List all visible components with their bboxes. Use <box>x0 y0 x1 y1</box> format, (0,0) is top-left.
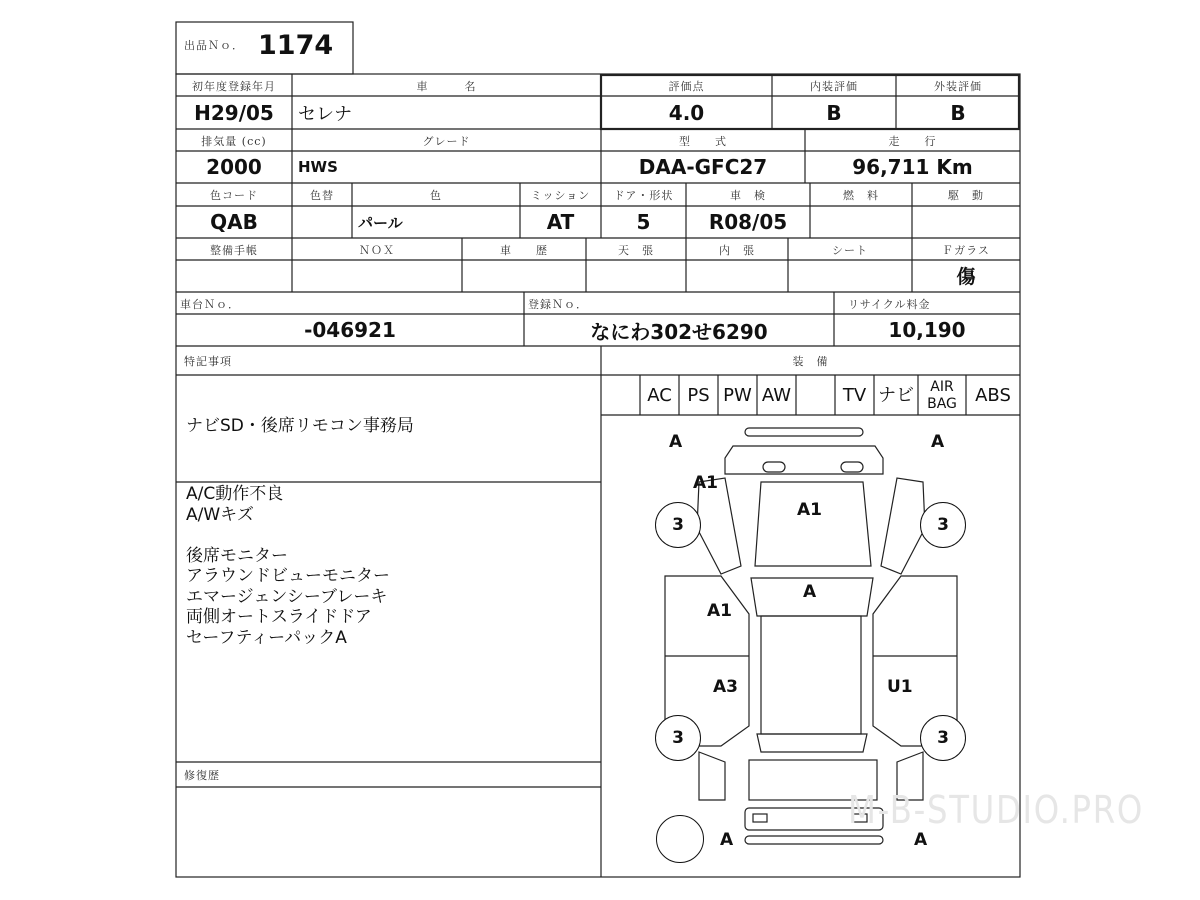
value-transmission: AT <box>546 210 575 234</box>
hood <box>755 482 871 566</box>
label-windshield: Ｆガラス <box>942 243 990 257</box>
spare-tire <box>656 815 704 863</box>
label-model: 型 式 <box>679 134 727 148</box>
label-equipment: 装 備 <box>792 355 829 368</box>
equip-ps: PS <box>687 385 710 406</box>
fog-light-left <box>763 462 785 472</box>
value-exterior: B <box>950 101 966 125</box>
label-remarks: 特記事項 <box>184 355 232 368</box>
watermark: M-B-STUDIO.PRO <box>848 788 1144 832</box>
remarks-notes: A/C動作不良 A/Wキズ 後席モニター アラウンドビューモニター エマージェンシーブレーキ 両側オートスライドドア セーフティーパックA <box>186 484 390 648</box>
equip-ac: AC <box>647 385 672 406</box>
label-interior: 内装評価 <box>810 80 858 93</box>
label-grade: グレード <box>422 134 471 148</box>
label-chassis: 車台Ｎｏ． <box>180 297 240 311</box>
label-history: 車 歴 <box>500 243 548 257</box>
right-front-fender <box>881 478 925 574</box>
value-doors: 5 <box>636 210 651 234</box>
lot-label: 出品Ｎｏ． <box>184 39 244 52</box>
rear-bumper-lower <box>745 836 883 844</box>
remarks-line: ナビSD・後席リモコン事務局 <box>186 416 414 436</box>
rear-window <box>757 734 867 752</box>
value-windshield: 傷 <box>956 265 976 288</box>
tire-rear-left: 3 <box>655 715 701 761</box>
label-color: 色 <box>430 189 442 202</box>
mark-right-rear-door: U1 <box>887 677 913 697</box>
label-seat: シート <box>832 243 868 257</box>
value-interior: B <box>826 101 842 125</box>
tire-front-left: 3 <box>655 502 701 548</box>
label-recycle: リサイクル料金 <box>848 297 931 311</box>
value-model: DAA-GFC27 <box>638 155 768 179</box>
equip-aw: AW <box>761 385 792 406</box>
equip-cell-blank-2 <box>796 376 835 415</box>
mark-rear-right: A <box>914 830 928 850</box>
equip-tv: TV <box>842 385 867 406</box>
front-bumper <box>725 446 883 474</box>
label-maintenance: 整備手帳 <box>210 243 258 257</box>
value-repaint <box>292 206 352 238</box>
value-color: パール <box>358 213 403 232</box>
front-bumper-upper <box>745 428 863 436</box>
equip-cell-blank-1 <box>601 376 640 415</box>
label-inspection: 車 検 <box>730 189 766 202</box>
value-chassis: -046921 <box>304 318 396 342</box>
mark-front-right: A <box>931 432 945 452</box>
equip-airbag: AIR BAG <box>927 378 957 412</box>
label-score: 評価点 <box>668 80 705 93</box>
label-car-name: 車 名 <box>416 80 477 93</box>
value-car-name: セレナ <box>298 104 352 125</box>
label-exterior: 外装評価 <box>934 80 982 93</box>
value-mileage: 96,711 Km <box>852 155 973 179</box>
label-transmission: ミッション <box>530 189 591 202</box>
mark-roof: A <box>803 582 817 602</box>
label-doors: ドア・形状 <box>613 189 674 202</box>
roof <box>761 616 861 734</box>
label-mileage: 走 行 <box>888 134 937 148</box>
value-grade: HWS <box>298 158 338 176</box>
label-interior-trim: 内 張 <box>719 243 755 257</box>
mark-left-front-door: A1 <box>707 601 732 621</box>
value-inspection: R08/05 <box>708 210 788 234</box>
value-reg-date: H29/05 <box>194 101 274 125</box>
value-color-code: QAB <box>210 210 258 234</box>
equip-abs: ABS <box>975 385 1011 406</box>
value-plate: なにわ302せ6290 <box>590 319 768 344</box>
left-rear-quarter <box>699 752 725 800</box>
lot-number: 1174 <box>258 29 334 61</box>
mark-rear-left: A <box>720 830 734 850</box>
value-drive <box>912 206 1020 238</box>
label-fuel: 燃 料 <box>843 189 879 202</box>
rear-light-left <box>753 814 767 822</box>
label-ceiling: 天 張 <box>618 243 654 257</box>
label-plate: 登録Ｎｏ． <box>528 297 588 311</box>
label-displacement: 排気量 (cc) <box>201 134 267 148</box>
equip-navi: ナビ <box>878 385 914 406</box>
label-reg-date: 初年度登録年月 <box>192 80 276 93</box>
label-repair-history: 修復歴 <box>184 769 220 782</box>
tire-rear-right: 3 <box>920 715 966 761</box>
value-score: 4.0 <box>668 101 705 125</box>
equip-pw: PW <box>723 385 752 406</box>
fog-light-right <box>841 462 863 472</box>
label-drive: 駆 動 <box>948 189 984 202</box>
mark-hood-left: A1 <box>693 473 718 493</box>
value-fuel <box>810 206 912 238</box>
mark-front-left: A <box>669 432 683 452</box>
value-recycle: 10,190 <box>888 318 966 342</box>
label-color-code: 色コード <box>210 189 258 202</box>
mark-left-rear-door: A3 <box>713 677 738 697</box>
mark-hood: A1 <box>797 500 822 520</box>
label-nox: ＮＯＸ <box>359 243 395 257</box>
tire-front-right: 3 <box>920 502 966 548</box>
label-repaint: 色替 <box>310 189 334 202</box>
value-displacement: 2000 <box>206 155 262 179</box>
